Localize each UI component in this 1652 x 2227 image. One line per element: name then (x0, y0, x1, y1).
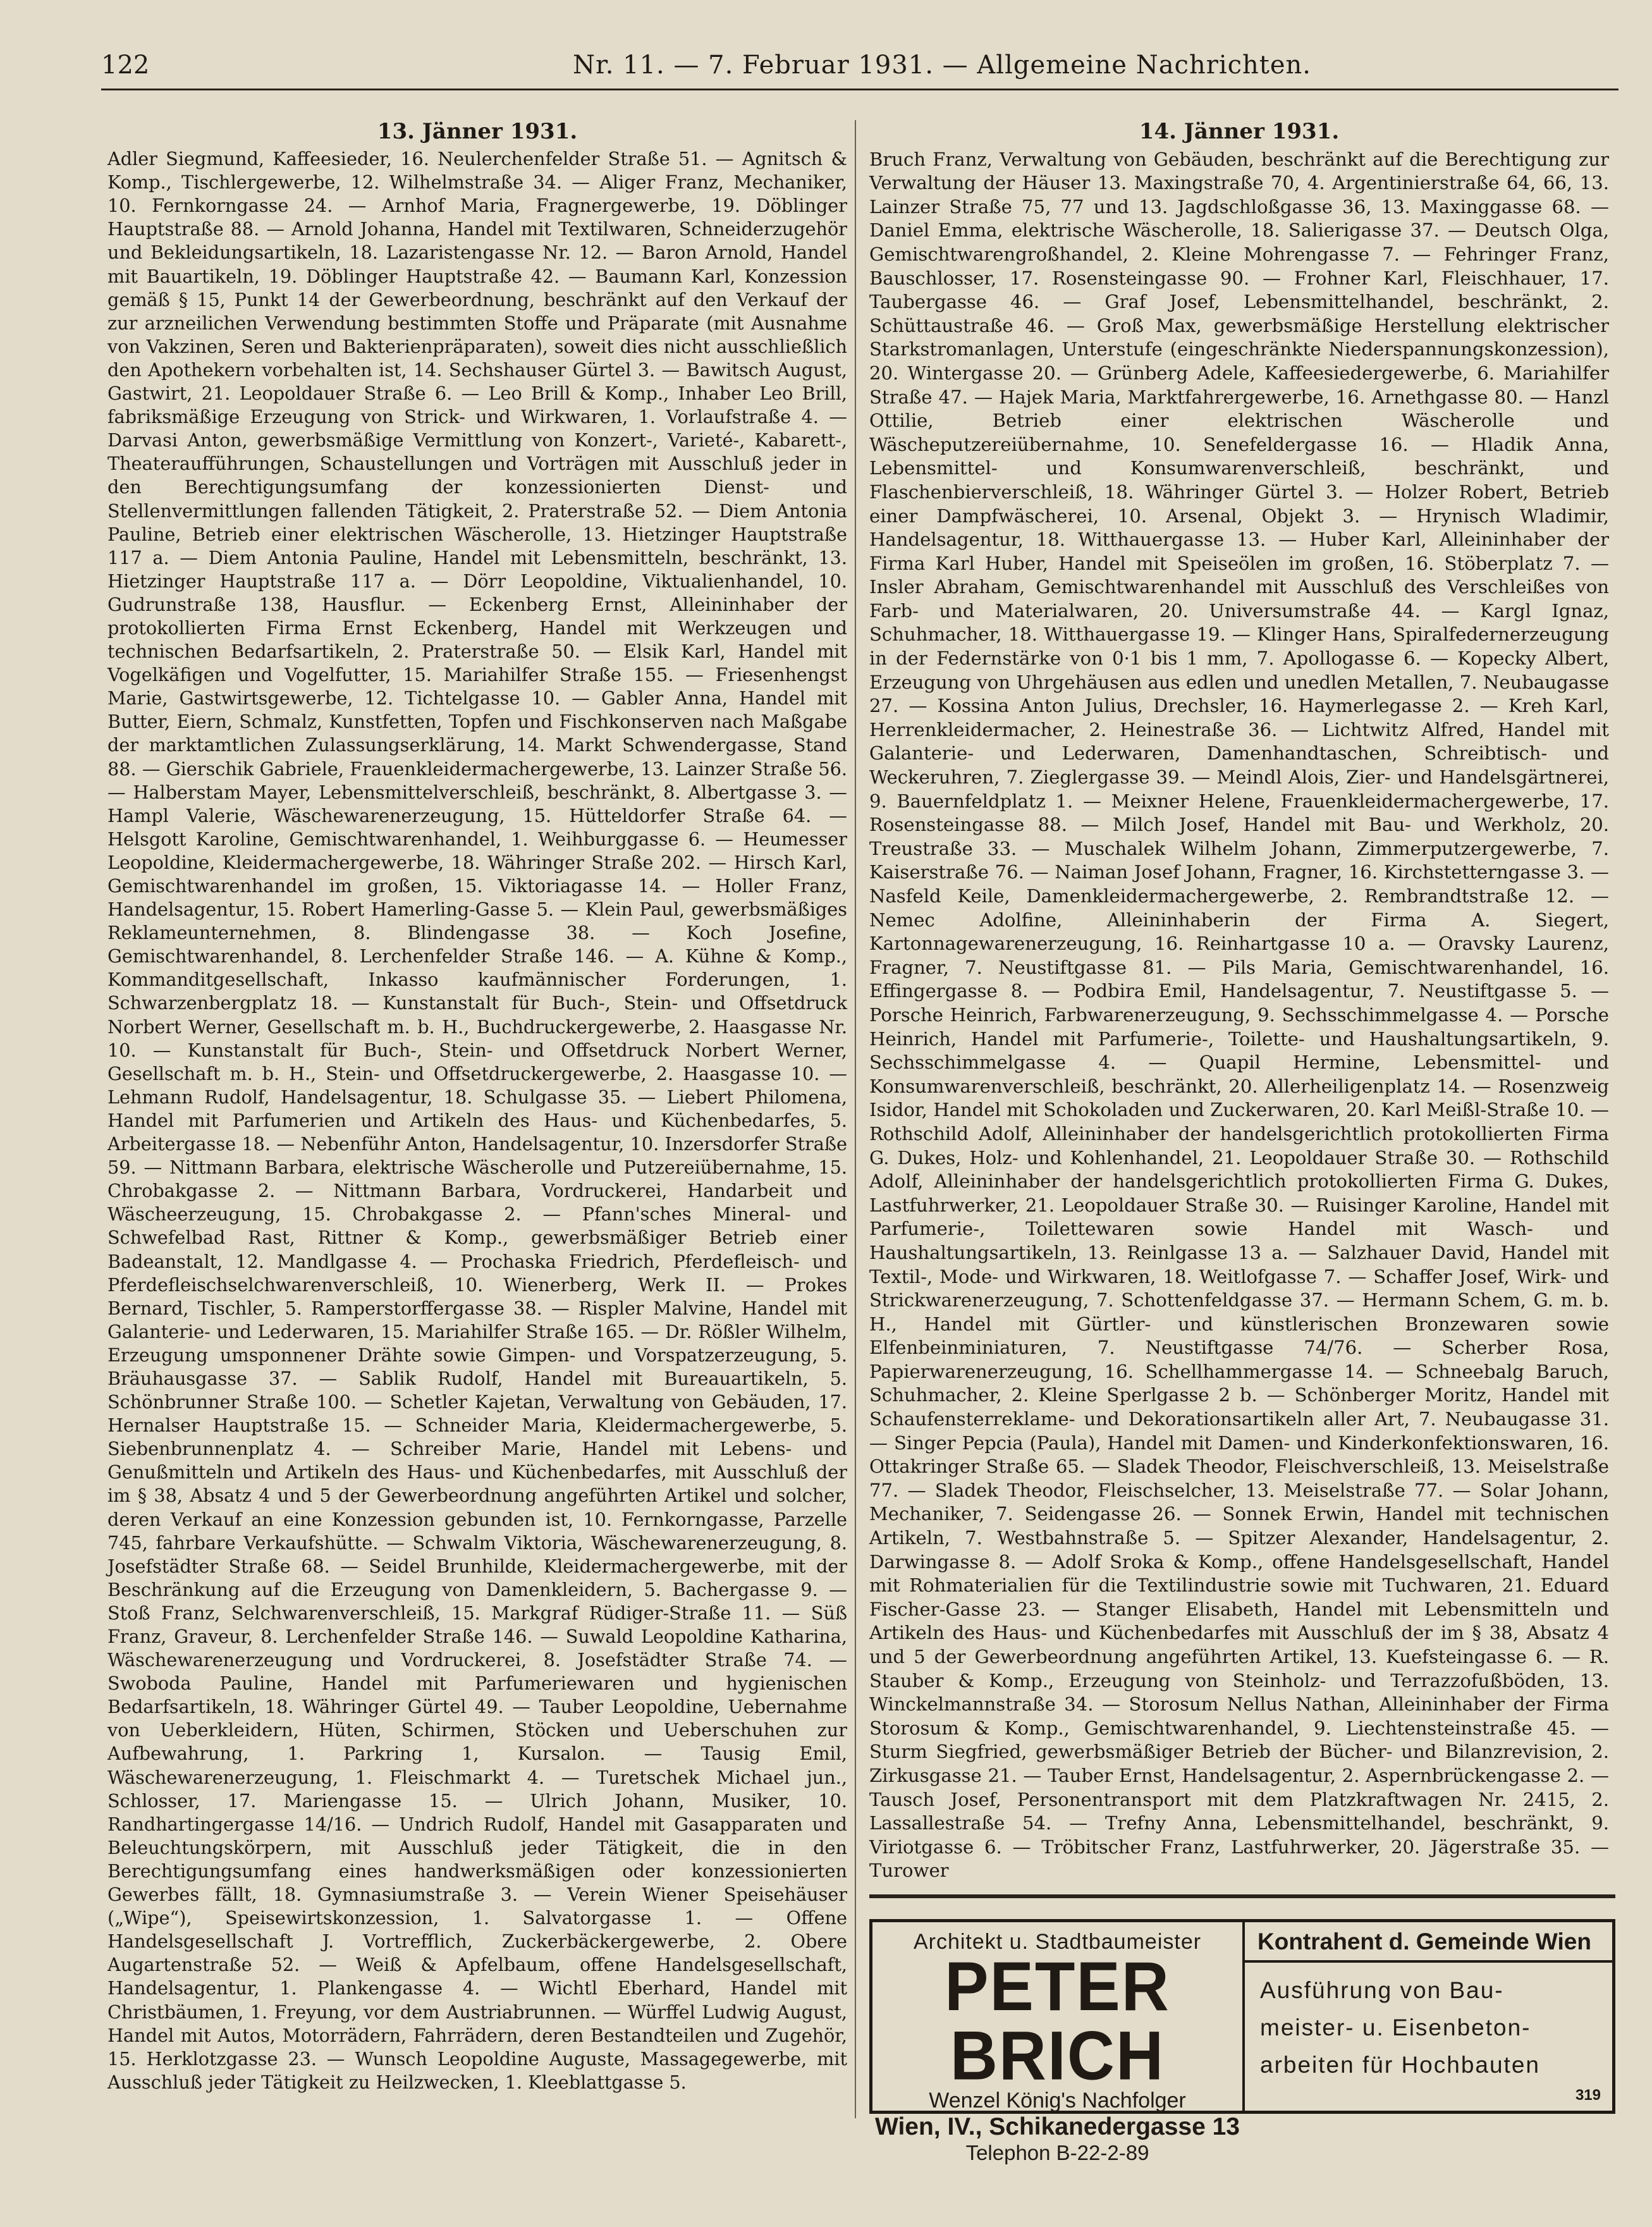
ad-company-name: PETER BRICH (945, 1948, 1170, 2095)
ad-right-panel (1245, 1922, 1612, 2111)
page-header (101, 46, 1618, 90)
ad-services-line-3: arbeiten für Hochbauten (1260, 2052, 1540, 2078)
ad-phone: Telephon B-22-2-89 (965, 2141, 1149, 2164)
column-divider (855, 120, 856, 2118)
ad-services (1245, 1963, 1612, 2083)
ad-contract-line: Kontrahent d. Gemeinde Wien (1245, 1922, 1612, 1963)
ad-code-number: 319 (1575, 2087, 1601, 2104)
ad-address: Wien, IV., Schikanedergasse 13 (874, 2113, 1240, 2140)
ad-profession: Architekt u. Stadtbaumeister (913, 1930, 1202, 1954)
left-column-date-heading: 13. Jänner 1931. (377, 119, 578, 144)
ad-services-line-1: Ausführung von Bau- (1260, 1977, 1504, 2003)
ad-successor: Wenzel König's Nachfolger (929, 2089, 1186, 2113)
left-column (107, 120, 847, 2131)
ad-separator-rule (869, 1894, 1615, 1898)
ad-left-panel (872, 1922, 1245, 2164)
right-column-text: Bruch Franz, Verwaltung von Gebäuden, beschränkt auf die Berechtigung zur Verwaltung der Häuser 13. Maxingstraße 70, 4. Argentinierstraße 64, 66, 13. Lainzer Straße 75, 77 und 13. Jagdschloßgasse 36, 13. Maxinggasse 68. — Daniel Emma, elektrische Wäscherolle, 18. Salierigasse 37. — Deutsch Olga, Gemischtwarengroßhandel, 2. Kleine Mohrengasse 7. — Fehringer Franz, Bauschlosser, 17. Rosensteingasse 90. — Frohner Karl, Fleischhauer, 17. Taubergasse 46. — Graf Josef, Lebensmittelhandel, beschränkt, 2. Schüttaustraße 46. — Groß Max, gewerbsmäßige Herstellung elektrischer Starkstromanlagen, Unterstufe (eingeschränkte Niederspannungskonzession), 20. Wintergasse 20. — Grünberg Adele, Kaffeesiedergewerbe, 6. Mariahilfer Straße 47. — Hajek Maria, Marktfahrergewerbe, 16. Arnethgasse 80. — Hanzl Ottilie, Betrieb einer elektrischen Wäscherolle und Wäscheputzereiübernahme, 10. Senefeldergasse 16. — Hladik Anna, Lebensmittel- und Konsumwarenverschleiß, beschränkt, und Flaschenbierverschleiß, 18. Währinger Gürtel 3. — Holzer Robert, Betrieb einer Dampfwäscherei, 10. Arsenal, Objekt 3. — Hrynisch Wladimir, Handelsagentur, 18. Witthauergasse 13. — Huber Karl, Alleininhaber der Firma Karl Huber, Handel mit Speiseölen im großen, 16. Stöberplatz 7. — Insler Abraham, Gemischtwarenhandel mit Ausschluß des Verschleißes von Farb- und Materialwaren, 20. Universumstraße 44. — Kargl Ignaz, Schuhmacher, 18. Witthauergasse 19. — Klinger Hans, Spiralfedernerzeugung in der Federnstärke von 0·1 bis 1 mm, 7. Apollogasse 6. — Kopecky Albert, Erzeugung von Uhrgehäusen aus edlen und unedlen Metallen, 7. Neubaugasse 27. — Kossina Anton Julius, Drechsler, 16. Haymerlegasse 2. — Kreh Karl, Herrenkleidermacher, 2. Heinestraße 36. — Lichtwitz Alfred, Handel mit Galanterie- und Lederwaren, Damenhandtaschen, Schreibtisch- und Weckeruhren, 7. Zieglergasse 39. — Meindl Alois, Zier- und Handelsgärtnerei, 9. Bauernfeldplatz 1. — Meixner Helene, Frauenkleidermachergewerbe, 17. Rosensteingasse 88. — Milch Josef, Handel mit Bau- und Werkholz, 20. Treustraße 33. — Muschalek Wilhelm Johann, Zimmerputzergewerbe, 7. Kaiserstraße 76. — Naiman Josef Johann, Fragner, 16. Kirchstetterngasse 3. — Nasfeld Keile, Damenkleidermachergewerbe, 2. Rembrandtstraße 12. — Nemec Adolfine, Alleininhaberin der Firma A. Siegert, Kartonnagewarenerzeugung, 16. Reinhartgasse 10 a. — Oravsky Laurenz, Fragner, 7. Neustiftgasse 81. — Pils Maria, Gemischtwarenhandel, 16. Effingergasse 8. — Podbira Emil, Handelsagentur, 7. Neustiftgasse 5. — Porsche Heinrich, Farbwarenerzeugung, 9. Sechsschimmelgasse 4. — Porsche Heinrich, Handel mit Parfumerie-, Toilette- und Haushaltungsartikeln, 9. Sechsschimmelgasse 4. — Quapil Hermine, Lebensmittel- und Konsumwarenverschleiß, beschränkt, 20. Allerheiligenplatz 14. — Rosenzweig Isidor, Handel mit Schokoladen und Zuckerwaren, 20. Karl Meißl-Straße 10. — Rothschild Adolf, Alleininhaber der handelsgerichtlich protokollierten Firma G. Dukes, Holz- und Kohlenhandel, 21. Leopoldauer Straße 30. — Rothschild Adolf, Alleininhaber der handelsgerichtlich protokollierten Firma G. Dukes, Lastfuhrwerker, 21. Leopoldauer Straße 30. — Ruisinger Karoline, Handel mit Parfumerie-, Toilettewaren sowie Handel mit Wasch- und Haushaltungsartikeln, 13. Reinlgasse 13 a. — Salzhauer David, Handel mit Textil-, Mode- und Wirkwaren, 18. Weitlofgasse 7. — Schaffer Josef, Wirk- und Strickwarenerzeugung, 7. Schottenfeldgasse 37. — Hermann Schem, G. m. b. H., Handel mit Gürtler- und künstlerischen Bronzewaren sowie Elfenbeinminiaturen, 7. Neustiftgasse 74/76. — Scherber Rosa, Papierwarenerzeugung, 16. Schellhammergasse 14. — Schneebalg Baruch, Schuhmacher, 2. Kleine Sperlgasse 2 b. — Schönberger Moritz, Handel mit Schaufensterreklame- und Dekorationsartikeln aller Art, 7. Neubaugasse 31. — Singer Pepcia (Paula), Handel mit Damen- und Kinderkonfektionswaren, 16. Ottakringer Straße 65. — Sladek Theodor, Fleischverschleiß, 13. Meiselstraße 77. — Sladek Theodor, Fleischselcher, 13. Meiselstraße 77. — Solar Johann, Mechaniker, 7. Seidengasse 26. — Sonnek Erwin, Handel mit technischen Artikeln, 7. Westbahnstraße 5. — Spitzer Alexander, Handelsagentur, 2. Darwingasse 8. — Adolf Sroka & Komp., offene Handelsgesellschaft, Handel mit Rohmaterialien für die Textilindustrie sowie mit Tuchwaren, 21. Eduard Fischer-Gasse 23. — Stanger Elisabeth, Handel mit Lebensmitteln und Artikeln des Haus- und Küchenbedarfes mit Ausschluß der im § 38, Absatz 4 und 5 der Gewerbeordnung angeführten Artikel, 13. Kuefsteingasse 6. — R. Stauber & Komp., Erzeugung von Steinholz- und Terrazzofußböden, 13. Winckelmannstraße 34. — Storosum Nellus Nathan, Alleininhaber der Firma Storosum & Komp., Gemischtwarenhandel, 9. Liechtensteinstraße 45. — Sturm Siegfried, gewerbsmäßiger Betrieb der Bücher- und Bilanzrevision, 2. Zirkusgasse 21. — Tauber Ernst, Handelsagentur, 2. Aspernbrückengasse 2. — Tausch Josef, Personentransport mit dem Platzkraftwagen Nr. 2415, 2. Lassallestraße 54. — Trefny Anna, Lebensmittelhandel, beschränkt, 9. Viriotgasse 6. — Tröbitscher Franz, Lastfuhrwerker, 20. Jägerstraße 35. — Turower (869, 148, 1609, 1882)
ad-services-line-2: meister- u. Eisenbeton- (1260, 2015, 1531, 2040)
running-head: Nr. 11. — 7. Februar 1931. — Allgemeine Nachrichten. (572, 51, 1312, 80)
right-column-date-heading: 14. Jänner 1931. (1139, 119, 1340, 144)
page-number: 122 (101, 51, 150, 80)
advertisement-box (869, 1919, 1615, 2164)
right-column (869, 120, 1609, 1900)
left-column-text: Adler Siegmund, Kaffeesieder, 16. Neulerchenfelder Straße 51. — Agnitsch & Komp., Tischlergewerbe, 12. Wilhelmstraße 34. — Aliger Franz, Mechaniker, 10. Fernkorngasse 24. — Arnhof Maria, Fragnergewerbe, 19. Döblinger Hauptstraße 88. — Arnold Johanna, Handel mit Textilwaren, Schneiderzugehör und Bekleidungsartikeln, 18. Lazaristengasse Nr. 12. — Baron Arnold, Handel mit Bauartikeln, 19. Döblinger Hauptstraße 42. — Baumann Karl, Konzession gemäß § 15, Punkt 14 der Gewerbeordnung, beschränkt auf den Verkauf der zur arzneilichen Verwendung bestimmten Stoffe und Präparate (mit Ausnahme von Vakzinen, Seren und Bakterienpräparaten), soweit dies nicht ausschließlich den Apothekern vorbehalten ist, 14. Sechshauser Gürtel 3. — Bawitsch August, Gastwirt, 21. Leopoldauer Straße 6. — Leo Brill & Komp., Inhaber Leo Brill, fabriksmäßige Erzeugung von Strick- und Wirkwaren, 1. Vorlaufstraße 4. — Darvasi Anton, gewerbsmäßige Vermittlung von Konzert-, Varieté-, Kabarett-, Theateraufführungen, Schaustellungen und Vorträgen mit Ausschluß jeder in den Berechtigungsumfang der konzessionierten Dienst- und Stellenvermittlungen fallenden Tätigkeit, 2. Praterstraße 52. — Diem Antonia Pauline, Betrieb einer elektrischen Wäscherolle, 13. Hietzinger Hauptstraße 117 a. — Diem Antonia Pauline, Handel mit Lebensmitteln, beschränkt, 13. Hietzinger Hauptstraße 117 a. — Dörr Leopoldine, Viktualienhandel, 10. Gudrunstraße 138, Hausflur. — Eckenberg Ernst, Alleininhaber der protokollierten Firma Ernst Eckenberg, Handel mit Werkzeugen und technischen Bedarfsartikeln, 2. Praterstraße 50. — Elsik Karl, Handel mit Vogelkäfigen und Vogelfutter, 15. Mariahilfer Straße 155. — Friesenhengst Marie, Gastwirtsgewerbe, 12. Tichtelgasse 10. — Gabler Anna, Handel mit Butter, Eiern, Schmalz, Kunstfetten, Topfen und Fischkonserven nach Maßgabe der marktamtlichen Zulassungserklärung, 14. Markt Schwendergasse, Stand 88. — Gierschik Gabriele, Frauenkleidermachergewerbe, 13. Lainzer Straße 56. — Halberstam Mayer, Lebensmittelverschleiß, beschränkt, 8. Albertgasse 3. — Hampl Valerie, Wäschewarenerzeugung, 15. Hütteldorfer Straße 64. — Helsgott Karoline, Gemischtwarenhandel, 1. Weihburggasse 6. — Heumesser Leopoldine, Kleidermachergewerbe, 18. Währinger Straße 202. — Hirsch Karl, Gemischtwarenhandel im großen, 15. Viktoriagasse 14. — Holler Franz, Handelsagentur, 15. Robert Hamerling-Gasse 5. — Klein Paul, gewerbsmäßiges Reklameunternehmen, 8. Blindengasse 38. — Koch Josefine, Gemischtwarenhandel, 8. Lerchenfelder Straße 146. — A. Kühne & Komp., Kommanditgesellschaft, Inkasso kaufmännischer Forderungen, 1. Schwarzenbergplatz 18. — Kunstanstalt für Buch-, Stein- und Offsetdruck Norbert Werner, Gesellschaft m. b. H., Buchdruckergewerbe, 2. Haasgasse Nr. 10. — Kunstanstalt für Buch-, Stein- und Offsetdruck Norbert Werner, Gesellschaft m. b. H., Stein- und Offsetdruckergewerbe, 2. Haasgasse 10. — Lehmann Rudolf, Handelsagentur, 18. Schulgasse 35. — Liebert Philomena, Handel mit Parfumerien und Artikeln des Haus- und Küchenbedarfes, 5. Arbeitergasse 18. — Nebenführ Anton, Handelsagentur, 10. Inzersdorfer Straße 59. — Nittmann Barbara, elektrische Wäscherolle und Putzereiübernahme, 15. Chrobakgasse 2. — Nittmann Barbara, Vordruckerei, Handarbeit und Wäscheerzeugung, 15. Chrobakgasse 2. — Pfann'sches Mineral- und Schwefelbad Rast, Rittner & Komp., gewerbsmäßiger Betrieb einer Badeanstalt, 12. Mandlgasse 4. — Prochaska Friedrich, Pferdefleisch- und Pferdefleischselchwarenverschleiß, 10. Wienerberg, Werk II. — Prokes Bernard, Tischler, 5. Ramperstorffergasse 38. — Rispler Malvine, Handel mit Galanterie- und Lederwaren, 15. Mariahilfer Straße 165. — Dr. Rößler Wilhelm, Erzeugung umsponnener Drähte sowie Gimpen- und Vorspatzerzeugung, 5. Bräuhausgasse 37. — Sablik Rudolf, Handel mit Bureauartikeln, 5. Schönbrunner Straße 100. — Schetler Kajetan, Verwaltung von Gebäuden, 17. Hernalser Hauptstraße 15. — Schneider Maria, Kleidermachergewerbe, 5. Siebenbrunnenplatz 4. — Schreiber Marie, Handel mit Lebens- und Genußmitteln und Artikeln des Haus- und Küchenbedarfes, mit Ausschluß der im § 38, Absatz 4 und 5 der Gewerbeordnung angeführten Artikel und solcher, deren Verkauf an eine Konzession gebunden ist, 10. Fernkorngasse, Parzelle 745, fahrbare Verkaufshütte. — Schwalm Viktoria, Wäschewarenerzeugung, 8. Josefstädter Straße 68. — Seidel Brunhilde, Kleidermachergewerbe, mit der Beschränkung auf die Erzeugung von Damenkleidern, 5. Bachergasse 9. — Stoß Franz, Selchwarenverschleiß, 15. Markgraf Rüdiger-Straße 11. — Süß Franz, Graveur, 8. Lerchenfelder Straße 146. — Suwald Leopoldine Katharina, Wäschewarenerzeugung und Vordruckerei, 8. Josefstädter Straße 74. — Swoboda Pauline, Handel mit Parfumeriewaren und hygienischen Bedarfsartikeln, 18. Währinger Gürtel 49. — Tauber Leopoldine, Uebernahme von Ueberkleidern, Hüten, Schirmen, Stöcken und Ueberschuhen zur Aufbewahrung, 1. Parkring 1, Kursalon. — Tausig Emil, Wäschewarenerzeugung, 1. Fleischmarkt 4. — Turetschek Michael jun., Schlosser, 17. Mariengasse 15. — Ulrich Johann, Musiker, 10. Randhartingergasse 14/16. — Undrich Rudolf, Handel mit Gasapparaten und Beleuchtungskörpern, mit Ausschluß jeder Tätigkeit, die in den Berechtigungsumfang eines handwerksmäßigen oder konzessionierten Gewerbes fällt, 18. Gymnasiumstraße 3. — Verein Wiener Speisehäuser („Wipe“), Speisewirtskonzession, 1. Salvatorgasse 1. — Offene Handelsgesellschaft J. Vortrefflich, Zuckerbäckergewerbe, 2. Obere Augartenstraße 52. — Weiß & Apfelbaum, offene Handelsgesellschaft, Handelsagentur, 1. Plankengasse 4. — Wichtl Eberhard, Handel mit Christbäumen, 1. Freyung, vor dem Austriabrunnen. — Würffel Ludwig August, Handel mit Autos, Motorrädern, Fahrrädern, deren Bestandteilen und Zugehör, 15. Herklotzgasse 23. — Wunsch Leopoldine Auguste, Massagegewerbe, mit Ausschluß jeder Tätigkeit zu Heilzwecken, 1. Kleeblattgasse 5. (107, 148, 847, 2093)
